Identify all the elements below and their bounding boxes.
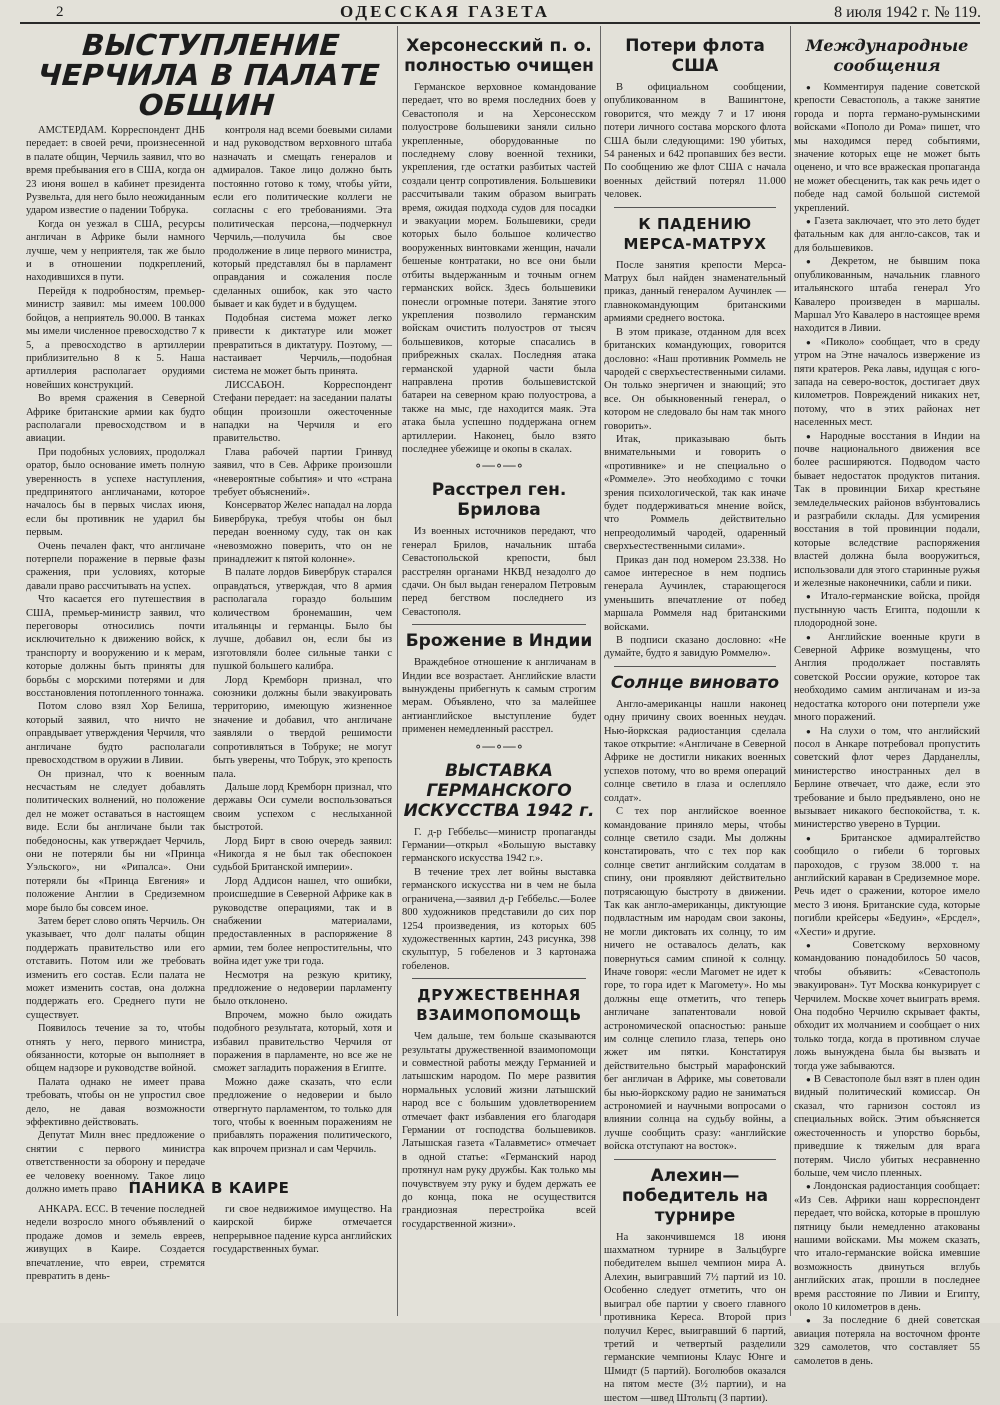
article-paragraph: Затем берет слово опять Черчиль. Он указывает, что долг палаты общин поддержать правительство или его отставить. Потом или же требовать изменить его состав. Если палата не может изменить состав, она должна поддержать его. Среднего пути не существует.	[26, 915, 205, 1021]
article-paragraph: Впрочем, можно было ожидать подобного результата, который, хотя и избавил правительство Черчиля от поражения в парламенте, но все же не сможет загладить поражения в Египте.	[213, 1009, 392, 1075]
article-headline: Расстрел ген. Брилова	[431, 480, 567, 521]
article-alekhin	[604, 1166, 786, 1405]
column-2	[402, 30, 596, 1231]
column-divider	[790, 26, 791, 1316]
newspaper-title: ОДЕССКАЯ ГАЗЕТА	[340, 2, 550, 21]
article-mersa-matruh	[604, 214, 786, 661]
article-headline: ДРУЖЕСТВЕННАЯ ВЗАИМОПОМОЩЬ	[416, 986, 582, 1025]
article-paragraph: Германское верховное командование передает, что во время последних боев у Севастополя и на Херсонесском полуострове большевики заняли сильно укрепленные, оборудованные по последнему слову военной техники, укрепления, где остатки разбитых частей создали центр сопротивления. Большевики рассчитывали таким образом выиграть время, ожидая подхода судов для посадки и эвакуации морем. Большевики, среди которых было большое количество вооруженных винтовками женщин, начали бешеные контратаки, но все они были отбиты выдержанным и точным огнем германских войск. Здесь большевики понесли огромные потери. Занятие этого укрепления позволило германским войскам очистить полуостров от тысяч большевиков, которые спасались в прибрежных скалах. Последняя атака германской ударной части была направлена против большевистской батареи на северном краю полуострова, а также на мыс, где находится маяк. Эта атака была успешно поддержана огнем артиллерии. Наконец, было взято последнее убежище и окопы в скалах.	[402, 82, 596, 455]
article-headline: ВЫСТАВКА ГЕРМАНСКОГО ИСКУССТВА 1942 г.	[403, 760, 595, 821]
column-3	[604, 30, 786, 1405]
article-paragraph: При подобных условиях, продолжал оратор, было основание иметь полную уверенность в успехе наступления, предпринятого англичанами, которое началось бы в первых числах июня, если бы противник не ударил бы первым.	[26, 446, 205, 539]
article-paragraph: Появилось течение за то, чтобы отнять у него, первого министра, обязанности, которые он выполняет в общем надзоре и руководстве войной.	[26, 1023, 205, 1075]
article-exhibition	[402, 761, 596, 973]
masthead-rule	[20, 22, 980, 24]
article-paragraph: ● В Севастополе был взят в плен один видный политический комиссар. Он сказал, что гарнизон состоял из специальных войск. Этим объясняется ожесточенность и упорство борьбы, приведшие к тяжелым для врага потерям. Число убитых несравненно больше, чем число пленных.	[794, 1073, 980, 1180]
article-paragraph: Из военных источников передают, что генерал Брилов, начальник штаба Севастопольской крепости, был расстрелян органами НКВД незадолго до сдачи. Он был выдан генералом Петровым перед бегством последнего из Севастополя.	[402, 526, 596, 618]
article-headline: Международные сообщения	[805, 36, 969, 75]
article-paragraph: контроля над всеми боевыми силами и над руководством верховного штаба назначать и смещать генералов и адмиралов. Такое лицо должно быть постоянно готово к тому, чтобы уйти, если его политические коллеги не согласны с его требованиями. Эта политическая персона,—подчеркнул Черчиль,—получила бы свое продолжение в лице первого министра, который представлял бы в парламент оправдания и сожаления после сделанных ошибок, как это часто бывает и как будет и в будущем.	[213, 125, 392, 311]
article-headline: Алехин—победитель на турнире	[621, 1165, 769, 1226]
article-paragraph: ● Итало-германские войска, пройдя пустынную часть Египта, подошли к плодородной зоне.	[794, 590, 980, 630]
article-brilov	[402, 480, 596, 619]
article-paragraph: Депутат Милн внес предложение о снятии с первого министра ответственности за оборону и передаче ее человеку военному. Такое лицо должно иметь право	[26, 1130, 205, 1196]
article-paragraph: Враждебное отношение к англичанам в Индии все возрастает. Английские власти вынуждены прибегнуть к самым строгим мерам. Объявлено, что за малейшее антианглийское выступление будет применен немедленный расстрел.	[402, 657, 596, 736]
article-paragraph: В течение трех лет войны выставка германского искусства ни в чем не была ограничена,—заявил д-р Геббельс.—Более 800 художников представили до сих пор 1254 произведения, из которых 605 художественных картин, 243 рисунка, 398 скульптур, 5 гобеленов и 3 картонажа гобеленов.	[402, 866, 596, 972]
article-headline: ВЫСТУПЛЕНИЕ ЧЕРЧИЛА В ПАЛАТЕ ОБЩИН	[36, 28, 382, 122]
article-paragraph: Англо-американцы нашли наконец одну причину своих военных неудач. Нью-йоркская радиостанция сделала такое открытие: «Англичане в Северной Африке не достигли никаких военных успехов потому, что во время операций солнце светило в глаза и ослепляло солдат».	[604, 698, 786, 804]
divider	[614, 1159, 776, 1160]
article-paragraph: Потом слово взял Хор Белиша, который заявил, что ничто не оправдывает утверждения Черчиля, что англичане будто располагали превосходством в оружии в Ливии.	[26, 701, 205, 767]
article-headline: Брожение в Индии	[405, 631, 593, 652]
article-paragraph: ● Советскому верховному командованию понадобилось 50 часов, чтобы объявить: «Севастополь эвакуирован». Тут Москва конкурирует с Черчилем. Москве хочет выиграть время. Она подобно Черчилю скрывает факты, обходит их молчанием и сообщает о них только тогда, когда в противном случае ложь вынуждена была бы вызвать и тогда уже забываются.	[794, 939, 980, 1073]
article-paragraph: ● Народные восстания в Индии на почве национального движения все более расширяются. Подводом часто бывает недостаток продуктов питания. Так в провинции Бихар крестьяне земледельческих районов взбунтовались и разграбили склады. Для усмирения восстания в той провинции подали, которые вследствие распоряжения властей должна была вооружиться, использовали для этого старинные ружья и железные наконечники, сабли и пики.	[794, 430, 980, 591]
article-paragraph: Дальше лорд Кремборн признал, что державы Оси сумели воспользоваться своим успехом с неслыханной быстротой.	[213, 781, 392, 834]
article-paragraph: Перейдя к подробностям, премьер-министр заявил: мы имеем 100.000 бойцов, а неприятель 90.000. В танках мы имели численное превосходство 7 к 5, а превосходство в артиллерии приблизительно 8 к 5. Наша артиллерия располагает орудиями новейших конструкций.	[26, 285, 205, 391]
article-paragraph: Во время сражения в Северной Африке британские армии как будто располагали превосходством и в авиации.	[26, 393, 205, 445]
article-headline: ПАНИКА В КАИРЕ	[128, 1179, 290, 1197]
article-paragraph: ● На слухи о том, что английский посол в Анкаре потребовал пропустить советский флот через Дарданеллы, министерство иностранных дел в Берлине отвечает, что даже, если это требование и было предъявлено, оно не вызывает никакого беспокойства, т. к. министерство уверено в Турции.	[794, 725, 980, 832]
article-paragraph: ● Комментируя падение советской крепости Севастополь, а также занятие города и порта германо-румынскими войсками «Пополо ди Рома» пишет, что мы находимся перед событиями, значение которых еще не может быть оценено, и что все вражеская пропаганда не может обесценить, так как речь идет о победе над самой большой системой укреплений.	[794, 81, 980, 215]
article-headline: Потери флота США	[625, 36, 765, 76]
article-paragraph: Что касается его путешествия в США, премьер-министр заявил, что переговоры относились почти исключительно к движению войск, к транспорту и вооружению и к мерам, которые должны быть приняты для борьбы с морскими потерями и для восстановления потопленного тоннажа.	[26, 594, 205, 700]
article-paragraph: Когда он уезжал в США, ресурсы англичан в Африке были намного лучше, чем у неприятеля, так же было и в отношении подкреплений, находившихся в пути.	[26, 218, 205, 284]
article-paragraph: Палата однако не имеет права требовать, чтобы он не упростил свое дело, не давая возможности эффективно действовать.	[26, 1076, 205, 1129]
masthead	[40, 2, 995, 24]
column-divider	[600, 26, 601, 1316]
article-paragraph: После занятия крепости Мерса-Матрух был найден знаменательный приказ, данный генералом Аучинлек — главнокомандующим британскими армиями среднего востока.	[604, 259, 786, 325]
article-paragraph: Он признал, что к военным несчастьям не следует добавлять политических волнений, но положение дел не может оставаться в настоящем виде. Если бы англичане были так победоносны, как утверждает Черчиль, они не потеряли бы ни «Принца Уэльского», ни «Рипалса». Они потеряли бы «Принца Евгения» и положение Англии в Средиземном море было бы совсем иное.	[26, 768, 205, 914]
article-paragraph: Очень печален факт, что англичане потерпели поражение в первые фазы сражения, при условиях, которые давали право рассчитывать на успех.	[26, 540, 205, 592]
article-paragraph: Приказ дан под номером 23.338. Но самое интересное в нем подпись генерала Аучинлек, старающегося уменьшить впечатление от побед маршала Роммеля над британскими войсками.	[604, 554, 786, 633]
article-paragraph: Лорд Кремборн признал, что союзники должны были эвакуировать территорию, имеющую жизненное значение и добавил, что англичане заявляли о твердой решимости сопротивляться в Тобруке; не могут быть уверены, что Тобрук, это крепость пала.	[213, 674, 392, 780]
article-paragraph: Можно даже сказать, что если предложение о недоверии и было отвергнуто парламентом, то только для того, чтобы к военным поражениям не прибавлять поражения политического, как впрочем признал и сам Черчиль.	[213, 1076, 392, 1155]
article-sun	[604, 673, 786, 1154]
article-paragraph: ● «Пиколо» сообщает, что в среду утром на Этне началось извержение из пяти кратеров. Река лавы, идущая с юго-запада на северо-восток, достигает двух километров. Повреждений никаких нет, потому, что в этих районах нет населенных мест.	[794, 336, 980, 430]
divider	[412, 978, 586, 979]
ornament-divider: ∘—∘—∘	[474, 738, 524, 755]
article-paragraph: ● За последние 6 дней советская авиация потеряла на восточном фронте 329 самолетов, что составляет 55 самолетов в день.	[794, 1314, 980, 1368]
article-paragraph: Лорд Бирт в свою очередь заявил: «Никогда я не был так обеспокоен судьбой Британской империи».	[213, 835, 392, 874]
ornament-divider: ∘—∘—∘	[474, 458, 524, 475]
article-headline: Солнце виновато	[610, 672, 780, 693]
article-headline: Херсонесский п. о. полностью очищен	[404, 36, 594, 76]
page-number: 2	[56, 4, 64, 20]
article-india	[402, 631, 596, 736]
article-paragraph: ● Газета заключает, что это лето будет фатальным как для англо-саксов, так и для большевиков.	[794, 215, 980, 255]
article-paragraph: Несмотря на резкую критику, предложение о недоверии парламенту было отклонено.	[213, 969, 392, 1008]
article-paragraph: ЛИССАБОН. Корреспондент Стефани передает: на заседании палаты общин произошли ожесточенные нападки на Черчиля и его правительство.	[213, 379, 392, 445]
article-khersones	[402, 36, 596, 456]
article-paragraph: ● Лондонская радиостанция сообщает: «Из Сев. Африки наш корреспондент передает, что войска, которые в прошлую пятницу были немедленно атакованы нашими войсками. Мы можем сказать, что итало-германские войска имевшие возможность двинуться вглубь английских атак, прошли в последнее время расстояние по Ливии и Египту, около 10 километров в день.	[794, 1180, 980, 1314]
article-paragraph: Подобная система может легко привести к диктатуре или может превратиться в диктатуру. Поэтому, —настаивает Черчиль,—подобная система не может быть принята.	[213, 312, 392, 378]
article-usa-fleet	[604, 36, 786, 202]
article-paragraph: Консерватор Желес нападал на лорда Бивербрука, требуя чтобы он был передан военному суду, так он как «невозможно поверить, что он не принадлежит к пятой колонне».	[213, 500, 392, 565]
article-paragraph: ги свое недвижимое имущество. На каирской бирже отмечается непрерывное падение курса английских государственных бумаг.	[213, 1204, 392, 1256]
article-paragraph: Лорд Аддисон нашел, что ошибки, происшедшие в Северной Африке как в руководстве операциями, так и в снабжении материалами, предоставленных в распоряжение 8 армии, тем более непростительны, что война идет уже три года.	[213, 875, 392, 968]
article-body-right	[213, 124, 392, 1172]
article-paragraph: ● Декретом, не бывшим пока опубликованным, начальник главного итальянского штаба генерал Уго Кавалеро произведен в маршалы. Маршал Уго Кавалеро в настоящее время находится в Ливии.	[794, 255, 980, 335]
divider	[412, 624, 586, 625]
article-paragraph: АНКАРА. ЕСС. В течение последней недели возросло много объявлений о продаже домов и земель евреев, живущих в Каире. Создается впечатление, что евреи, стремятся превратить в день-	[26, 1204, 205, 1283]
article-churchill	[26, 30, 392, 1283]
article-paragraph: Глава рабочей партии Гринвуд заявил, что в Сев. Африке произошли «невероятные события» и что «страна требует объяснений».	[213, 446, 392, 498]
article-mutual-aid	[402, 985, 596, 1231]
article-paragraph: С тех пор английское военное командование приняло меры, чтобы солнце светило сзади. Мы должны констатировать, что с тех пор как солнце светит английским солдатам в спину, они проявляют действительно потрясающую быстроту в движении. Так как англо-американцы, диктующие подвластным им народам свои законы, не могли диктовать их солнцу, то им ничего не оставалось делать, как повернуться самим спиной к солнцу. Иначе говоря: «если Магомет не идет к горе, то гора идет к Магомету». Но мы должны еще отметить, что теперь англичане запатентовали новой астрономической опасностью: раньше им солнце слепило глаза, теперь оно жжет им пятки. Констатируя действительно быстрый марафонский бег англичан в Африке, мы советовали бы нью-йоркскому радио не заниматься астрономией и научными вопросами о влиянии солнца на судьбу войны, а лучше сообщить сразу: «английские войска отступают на восток».	[604, 806, 786, 1153]
divider	[614, 666, 776, 667]
article-paragraph: Г. д-р Геббельс—министр пропаганды Германии—открыл «Большую выставку германского искусства 1942 г.».	[402, 826, 596, 865]
article-paragraph: ● Английские военные круги в Северной Африке возмущены, что Англия продолжает поставлять советской России оружие, которое так необходимо самим англичанам и из-за недостатка которого они потерпели уже много поражений.	[794, 631, 980, 725]
issue-date: 8 июля 1942 г. № 119.	[834, 4, 981, 21]
divider	[614, 207, 776, 208]
article-body-left	[26, 124, 205, 1196]
article-cairo	[26, 1203, 392, 1283]
article-paragraph: В подписи сказано дословно: «Не думайте, будто я завидую Роммелю».	[604, 635, 786, 660]
article-international	[794, 30, 980, 1368]
article-paragraph: В этом приказе, отданном для всех британских командующих, говорится дословно: «Наш противник Роммель не чародей с сверхъестественными силами. Он только энергичен и знающий; это все. Он обыкновенный генерал, о котором не следовало бы нам так много говорить».	[604, 326, 786, 432]
column-divider	[397, 26, 398, 1316]
article-paragraph: Итак, приказываю быть внимательными и говорить о «противнике» и не специально о «Роммеле». Это необходимо с точки зрения психологической, так как иначе будет поддерживаться мнение войск, что Роммель действительно непреодолимый чародей, одаренный сверхъестественными силами».	[604, 433, 786, 553]
article-paragraph: АМСТЕРДАМ. Корреспондент ДНБ передает: в своей речи, произнесенной в палате общин, Черчиль заявил, что во время пребывания его в США, когда он 23 июня вошел в кабинет президента Рузвельта, для него было неожиданным ударом известие о падении Тобрука.	[26, 125, 205, 217]
article-paragraph: ● Британское адмиралтейство сообщило о гибели 6 торговых пароходов, с грузом 38.000 т. на английский караван в Средиземное море. Речь идет о сражении, которое имело место 3 июня. Британские суда, которые погибли крейсеры «Бедуин», «Ерсдел», «Хести» и другие.	[794, 832, 980, 939]
article-paragraph: В официальном сообщении, опубликованном в Вашингтоне, говорится, что между 7 и 17 июня потери личного состава морского флота США были следующими: 190 убитых, 54 раненых и 642 пропавших без вести. По сообщению же флот США с начала военных действий потерял 11.000 человек.	[604, 82, 786, 201]
article-paragraph: Чем дальше, тем больше сказываются результаты дружественной взаимопомощи и совместной работы между Германией и латышским народом. По мере развития нормальных условий жизни латышский народ все с большим удовлетворением отмечает факт избавления его благодаря Германии от господства большевиков. Латышская газета «Талавметис» отмечает в одной статье: «Германский народ протянул нам руку дружбы. Как только мы почувствуем эту руку и будем держать ее до конца, пока не осуществится грандиозная перестройка всей государственной жизни».	[402, 1031, 596, 1230]
article-paragraph: На закончившемся 18 июня шахматном турнире в Зальцбурге победителем вышел чемпион мира А. Алехин, выигравший 7½ партий из 10. Особенно следует отметить, что он выиграл обе партии у своего главного противника Кереса. Второй приз получил Керес, выигравший 6 партий, третий и четвертый разделили германские чемпионы Клаус Юнге и Шмидт (5 партий). Боголюбов оказался на пятом месте (3½ партии), и на шестом —швед Штольтц (3 партии).	[604, 1231, 786, 1404]
article-headline: К ПАДЕНИЮ МЕРСА-МАТРУХ	[623, 214, 767, 253]
article-paragraph: В палате лордов Бивербрук старался оправдаться, утверждая, что 8 армия располагала гораздо большим количеством бронемашин, чем итальянцы и германцы. Было бы лучше, добавил он, если бы из изготовляли более сильные танки с пушкой большего калибра.	[213, 567, 392, 673]
